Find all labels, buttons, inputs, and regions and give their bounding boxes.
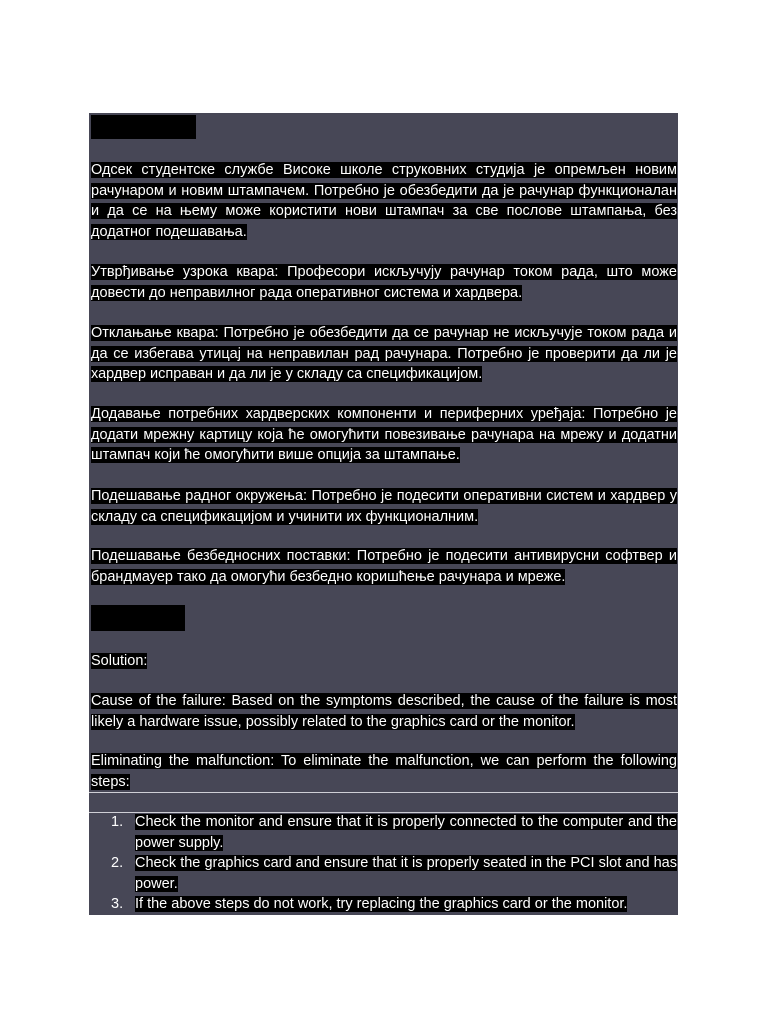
paragraph-fix-sr [91, 323, 677, 385]
paragraph-security-sr [91, 546, 677, 587]
list-item-text: If the above steps do not work, try replacing the graphics card or the monitor. [135, 896, 628, 912]
list-item [91, 894, 677, 915]
solution-label [91, 651, 677, 672]
list-item-text: Check the monitor and ensure that it is properly connected to the computer and the power supply. [135, 814, 677, 851]
list-item [91, 812, 677, 853]
solution-label-text: Solution: [91, 653, 148, 669]
paragraph-intro-text: Одсек студентске службе Високе школе струковних студија је опремљен новим рачунаром и новим штампачем. Потребно је обезбедити да је рачунар функционалан и да се на њему може користити нови штампач за све послове штампања, без додатног подешавања. [91, 162, 677, 240]
paragraph-cause-en-text: Cause of the failure: Based on the symptoms described, the cause of the failure is most likely a hardware issue, possibly related to the graphics card or the monitor. [91, 693, 677, 730]
paragraph-cause-sr [91, 262, 677, 303]
list-item-number: 2. [111, 855, 124, 871]
paragraph-fix-sr-text: Отклањање квара: Потребно је обезбедити да се рачунар не искључује током рада и да се избегава утицај на неправилан рад рачунара. Потребно је проверити да ли је хардвер исправан и да ли је у складу са спецификацијом. [91, 325, 677, 382]
redacted-heading-2 [91, 605, 185, 631]
paragraph-environment-sr [91, 486, 677, 527]
list-item-number: 1. [111, 814, 124, 830]
paragraph-intro [91, 160, 677, 242]
steps-list [91, 812, 677, 915]
list-item-text: Check the graphics card and ensure that it is properly seated in the PCI slot and has power. [135, 855, 677, 892]
redacted-heading-1 [91, 115, 196, 139]
list-item [91, 853, 677, 894]
paragraph-components-sr [91, 404, 677, 466]
list-item-number: 3. [111, 896, 124, 912]
paragraph-cause-en [91, 691, 677, 732]
paragraph-components-sr-text: Додавање потребних хардверских компоненти и периферних уређаја: Потребно је додати мрежну картицу која ће омогућити повезивање рачунара на мрежу и додатни штампач који ће омогућити више опција за штампање. [91, 406, 677, 463]
paragraph-security-sr-text: Подешавање безбедносних поставки: Потребно је подесити антивирусни софтвер и брандмауер тако да омогући безбедно коришћење рачунара и мреже. [91, 548, 677, 585]
divider [89, 792, 678, 813]
paragraph-cause-sr-text: Утврђивање узрока квара: Професори искључују рачунар током рада, што може довести до неправилног рада оперативног система и хардвера. [91, 264, 677, 301]
paragraph-eliminating-en-text: Eliminating the malfunction: To eliminate the malfunction, we can perform the following steps: [91, 753, 677, 790]
paragraph-eliminating-en [91, 751, 677, 792]
paragraph-environment-sr-text: Подешавање радног окружења: Потребно је подесити оперативни систем и хардвер у складу са спецификацијом и учинити их функционалним. [91, 488, 677, 525]
